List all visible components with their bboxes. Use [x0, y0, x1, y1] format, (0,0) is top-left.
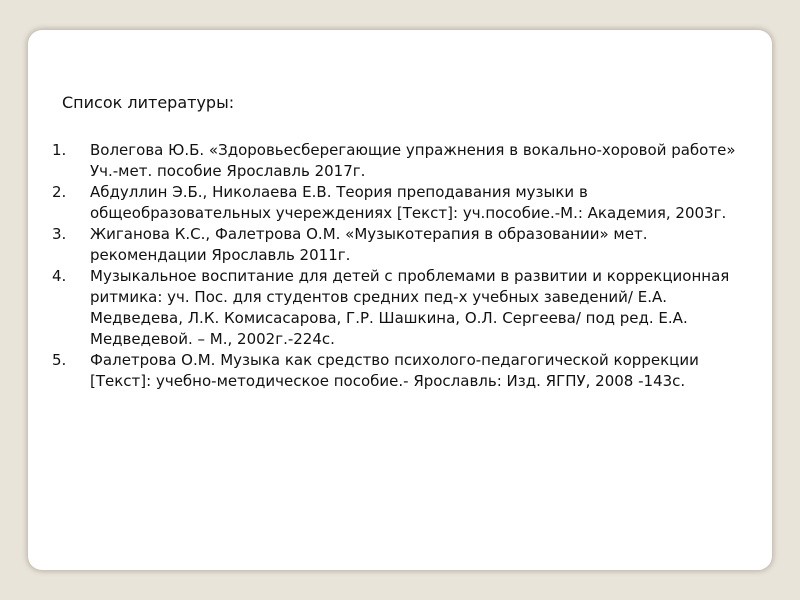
reference-number: 1.	[52, 141, 67, 159]
reference-text: Жиганова К.С., Фалетрова О.М. «Музыкотерапия в образовании» мет. рекомендации Ярославль 2011г.	[90, 225, 648, 264]
reference-number: 4.	[52, 267, 67, 285]
slide-title: Список литературы:	[62, 93, 235, 112]
reference-number: 3.	[52, 225, 67, 243]
reference-number: 5.	[52, 351, 67, 369]
reference-item	[52, 140, 742, 182]
reference-text: Фалетрова О.М. Музыка как средство психолого-педагогической коррекции [Текст]: учебно-методическое пособие.- Ярославль: Изд. ЯГПУ, 2008 -143с.	[90, 351, 699, 390]
slide	[28, 30, 772, 570]
reference-text: Музыкальное воспитание для детей с проблемами в развитии и коррекционная ритмика: уч. Пос. для студентов средних пед-х учебных заведений/ Е.А. Медведева, Л.К. Комисасарова, Г.Р. Шашкина, О.Л. Сергеева/ под ред. Е.А. Медведевой. – М., 2002г.-224с.	[90, 267, 730, 348]
reference-number: 2.	[52, 183, 67, 201]
reference-item	[52, 182, 742, 224]
reference-item	[52, 266, 742, 350]
reference-text: Абдуллин Э.Б., Николаева Е.В. Теория преподавания музыки в общеобразовательных учереждениях [Текст]: уч.пособие.-М.: Академия, 2003г.	[90, 183, 727, 222]
reference-item	[52, 224, 742, 266]
reference-item	[52, 350, 742, 392]
reference-text: Волегова Ю.Б. «Здоровьесберегающие упражнения в вокально-хоровой работе» Уч.-мет. пособие Ярославль 2017г.	[90, 141, 736, 180]
reference-list	[52, 140, 742, 392]
